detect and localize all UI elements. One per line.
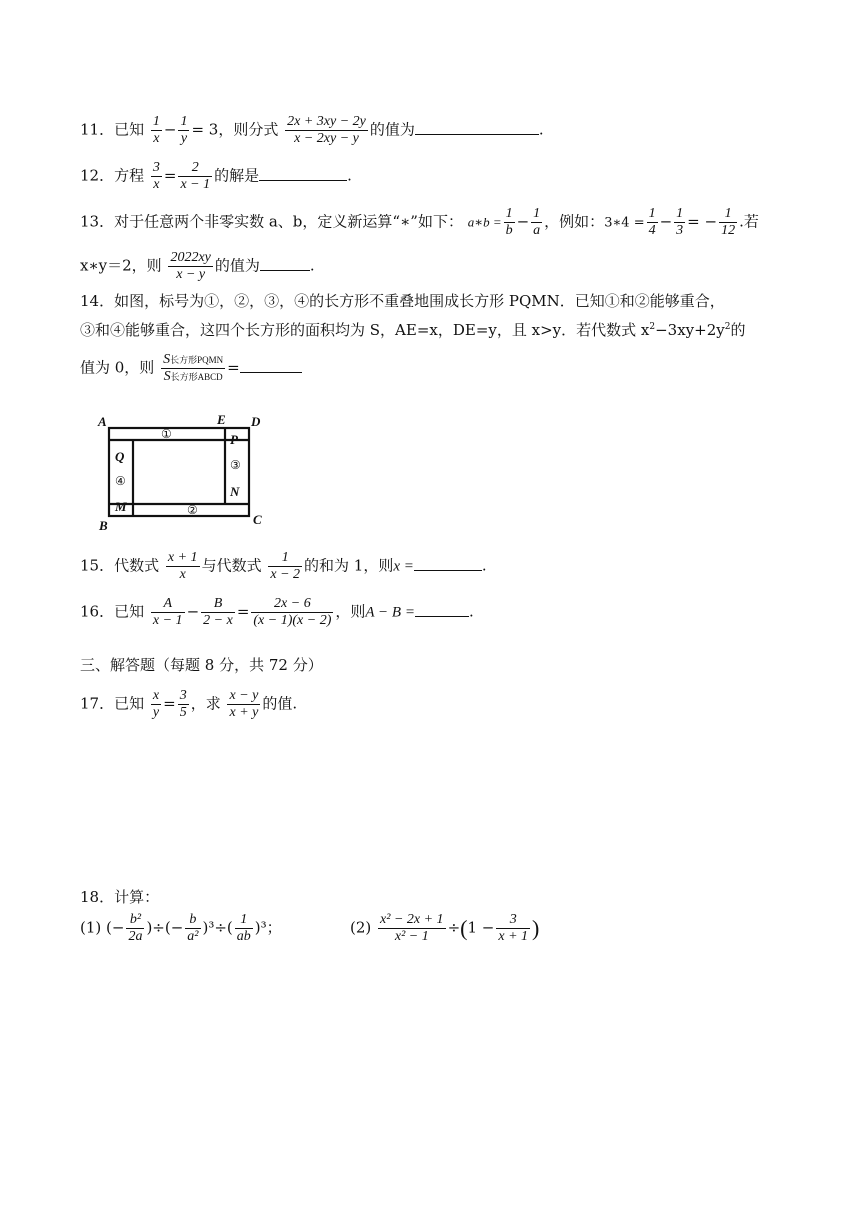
- text: ，求: [190, 694, 221, 713]
- fraction: [251, 596, 333, 629]
- fraction: [166, 550, 200, 583]
- denominator: a: [533, 223, 541, 238]
- operator: =: [163, 694, 176, 713]
- label-q: Q: [115, 449, 125, 464]
- fraction: [378, 912, 446, 945]
- superscript: 2: [724, 322, 731, 332]
- fraction: [235, 912, 253, 945]
- numerator: x + 1: [167, 550, 198, 565]
- label-region-1: ①: [161, 427, 172, 441]
- text: 已知: [114, 120, 145, 139]
- question-number: 12．: [80, 166, 115, 185]
- numerator: 2: [178, 160, 212, 177]
- denominator: 2 − x: [203, 613, 233, 628]
- numerator: S: [163, 352, 171, 367]
- denominator: b: [505, 223, 513, 238]
- label-c: C: [253, 512, 262, 527]
- label-n: N: [230, 484, 240, 499]
- label-a: A: [98, 414, 107, 429]
- fraction: [201, 596, 235, 629]
- fraction: [674, 206, 685, 239]
- fraction: [178, 114, 189, 147]
- text: 的值为: [369, 120, 415, 139]
- operator: −: [186, 602, 200, 621]
- text: 14．如图，标号为①，②，③，④的长方形不重叠地围成长方形 PQMN．已知①和②能够重合，: [80, 292, 725, 310]
- denominator: 5: [179, 705, 187, 720]
- numerator: 1: [505, 206, 513, 221]
- right-paren: ): [532, 915, 540, 941]
- question-14-line-3: [80, 352, 302, 385]
- text: −3xy+2y: [655, 321, 725, 339]
- numerator: 3: [496, 912, 530, 929]
- question-number: 11．: [80, 120, 115, 139]
- fraction: [151, 160, 162, 193]
- question-number: 13．: [80, 212, 115, 231]
- question-11: [80, 114, 544, 147]
- numerator: 2022xy: [170, 250, 211, 265]
- text: ，例如：: [544, 212, 605, 231]
- numerator: 1: [268, 550, 302, 567]
- text: .: [481, 556, 487, 575]
- numerator: A: [151, 596, 185, 613]
- text: .若: [739, 212, 759, 231]
- fraction: [151, 596, 185, 629]
- denominator: x: [179, 567, 186, 582]
- numerator: b²: [126, 912, 144, 929]
- denominator: x − 1: [180, 177, 211, 192]
- answer-blank[interactable]: [240, 358, 302, 373]
- denominator: 2a: [128, 929, 143, 944]
- denominator: (x − 1)(x − 2): [253, 613, 332, 628]
- text: ③和④能够重合，这四个长方形的面积均为 S，AE=x，DE=y，且 x>y．若代数式 x: [80, 321, 650, 339]
- answer-blank[interactable]: [260, 256, 310, 271]
- denominator: a²: [187, 929, 199, 944]
- fraction: [504, 206, 515, 239]
- text: (−: [106, 918, 125, 937]
- text: ，则: [335, 602, 366, 621]
- formula: 3∗4 =: [604, 215, 645, 231]
- question-12: [80, 160, 352, 193]
- label-b: B: [99, 518, 108, 533]
- numerator: 1: [152, 114, 160, 129]
- label-region-2: ②: [187, 503, 198, 517]
- numerator: B: [201, 596, 235, 613]
- question-number: 17．: [80, 694, 115, 713]
- fraction: [285, 114, 368, 147]
- text: 已知: [114, 694, 145, 713]
- question-13: 13．对于任意两个非零实数 a、b，定义新运算“∗”如下： a∗b = $\frac{1}{b}$ − $\frac{1}{a}$ ，例如：3∗4 = $\frac{1}{4}$ − $\frac{1}{3}$ = − $\frac{1}{12}$ .若: [80, 206, 759, 238]
- fraction: [161, 352, 225, 385]
- section-heading: 三、解答题（每题 8 分，共 72 分）: [80, 656, 323, 674]
- question-number: 16．: [80, 602, 115, 621]
- text: 方程: [114, 166, 145, 185]
- formula: a∗b =: [467, 214, 502, 230]
- numerator: 1: [676, 206, 684, 221]
- fraction: [531, 206, 542, 239]
- numerator: 2x − 6: [251, 596, 333, 613]
- text: x∗y＝2，则: [80, 256, 162, 275]
- numerator: 3: [179, 688, 187, 703]
- numerator: x − y: [229, 688, 259, 703]
- fraction: [151, 688, 161, 721]
- label-region-3: ③: [230, 458, 241, 472]
- denominator: x − 2xy − y: [294, 131, 359, 146]
- denominator: x² − 1: [394, 929, 429, 944]
- fraction: [185, 912, 200, 945]
- subscript: 长方形PQMN: [170, 355, 224, 365]
- text: .: [468, 602, 474, 621]
- question-18-title: 18．计算：: [80, 888, 160, 906]
- denominator: x: [153, 131, 160, 146]
- text: = −: [687, 212, 718, 231]
- text: )÷(−: [146, 918, 184, 937]
- text: 代数式: [114, 556, 160, 575]
- label-e: E: [217, 412, 226, 427]
- answer-blank[interactable]: [414, 556, 482, 571]
- text: = 3，则分式: [191, 120, 279, 139]
- label-m: M: [115, 499, 127, 514]
- text: 与代数式: [201, 556, 262, 575]
- denominator: S: [163, 369, 171, 384]
- operator: ÷: [447, 918, 461, 937]
- numerator: 1: [235, 912, 253, 929]
- text: .: [347, 166, 352, 185]
- part-label: (1): [80, 918, 102, 937]
- numerator: x: [152, 688, 160, 703]
- outer-rectangle-abcd: [109, 428, 249, 516]
- formula: x =: [393, 558, 414, 575]
- superscript: 2: [649, 322, 656, 332]
- fraction: [227, 688, 260, 721]
- numerator: b: [185, 912, 200, 929]
- question-18-part-2: [350, 912, 539, 945]
- operator: −: [516, 212, 530, 231]
- question-14-line-2: [80, 316, 746, 341]
- fraction: [151, 114, 162, 147]
- text: 的和为 1，则: [304, 556, 394, 575]
- denominator: x − y: [176, 267, 206, 282]
- numerator: 2x + 3xy − 2y: [287, 114, 366, 129]
- label-p: P: [230, 432, 238, 447]
- fraction: [178, 160, 212, 193]
- operator: =: [163, 166, 177, 185]
- text: 对于任意两个非零实数 a、b，定义新运算“∗”如下：: [114, 212, 463, 231]
- text: 的值.: [262, 694, 298, 713]
- text: 已知: [114, 602, 145, 621]
- numerator: 1: [719, 206, 737, 223]
- denominator: x + 1: [498, 929, 529, 944]
- text: )³÷(: [202, 918, 233, 937]
- fraction: [126, 912, 144, 945]
- fraction: [496, 912, 530, 945]
- numerator: 1: [533, 206, 541, 221]
- fraction: [268, 550, 302, 583]
- text: )³；: [254, 918, 282, 937]
- question-15: [80, 550, 487, 583]
- denominator: 4: [648, 223, 656, 238]
- text: 的值为: [214, 256, 260, 275]
- label-d: D: [251, 414, 261, 429]
- denominator: y: [152, 705, 160, 720]
- numerator: 1: [648, 206, 656, 221]
- part-label: (2): [350, 918, 372, 937]
- numerator: x² − 2x + 1: [380, 912, 444, 927]
- denominator: x − 2: [270, 567, 301, 582]
- formula: A − B =: [365, 604, 415, 621]
- question-number: 15．: [80, 556, 115, 575]
- operator: =: [227, 358, 240, 377]
- fraction: [168, 250, 212, 283]
- denominator: x: [153, 177, 160, 192]
- rectangle-figure: [95, 412, 275, 534]
- numerator: 3: [152, 160, 160, 175]
- fraction: [178, 688, 189, 721]
- denominator: 3: [676, 223, 684, 238]
- text: 的: [730, 321, 746, 339]
- question-14-line-1: [80, 290, 725, 312]
- question-13-line-2: [80, 250, 315, 283]
- answer-blank[interactable]: [415, 120, 539, 135]
- denominator: ab: [236, 929, 251, 944]
- text: .: [538, 120, 544, 139]
- text: 值为 0，则: [80, 358, 155, 377]
- fraction: [647, 206, 658, 239]
- fraction: [719, 206, 737, 239]
- denominator: 12: [721, 223, 736, 238]
- denominator: y: [180, 131, 188, 146]
- subscript: 长方形ABCD: [170, 372, 223, 382]
- question-17: [80, 688, 297, 721]
- question-16: [80, 596, 474, 629]
- operator: =: [236, 602, 250, 621]
- left-paren: (: [460, 915, 468, 941]
- text: .: [309, 256, 315, 275]
- operator: −: [163, 120, 177, 139]
- question-18-part-1: [80, 912, 282, 945]
- denominator: x + y: [229, 705, 259, 720]
- denominator: x − 1: [152, 613, 183, 628]
- numerator: 1: [180, 114, 188, 129]
- answer-blank[interactable]: [415, 602, 469, 617]
- text: 的解是: [214, 166, 260, 185]
- text: 1 −: [467, 918, 495, 937]
- answer-blank[interactable]: [259, 166, 347, 181]
- label-region-4: ④: [115, 474, 126, 488]
